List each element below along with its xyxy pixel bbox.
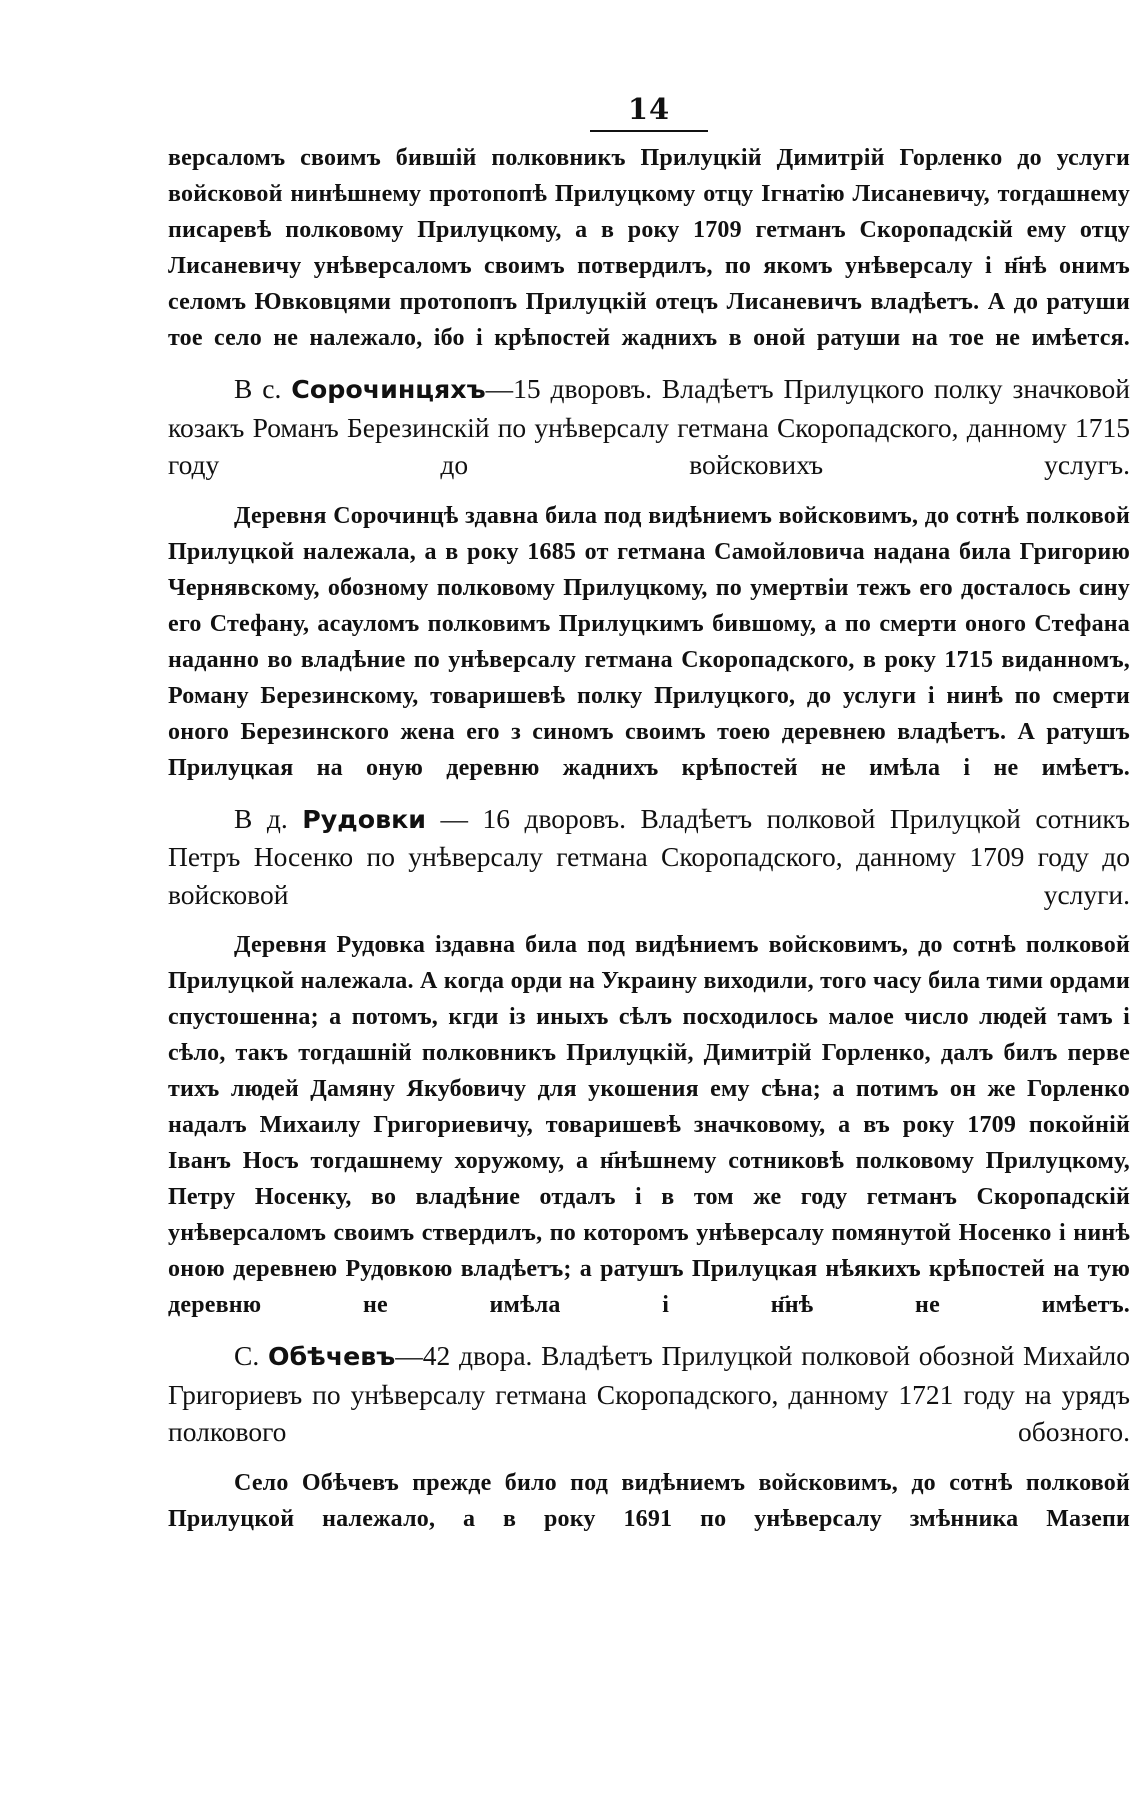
village-entry-rudovka: В д. Рудовки — 16 дворовъ. Владѣетъ полковой Прилуцкой сотникъ Петръ Носенко по унѣверсалу гетмана Скоропадского, данному 1709 году до войсковой услуги.	[168, 802, 1130, 910]
village-entry-obichev: С. Обѣчевъ—42 двора. Владѣетъ Прилуцкой полковой обозной Михайло Григориевъ по унѣверсалу гетмана Скоропадского, данному 1721 году на урядъ полкового обозного.	[168, 1340, 1131, 1447]
page	[168, 92, 1130, 1551]
page-number: 14	[168, 92, 1130, 132]
village-name: Сорочинцяхъ	[291, 375, 486, 404]
village-name: Рудовки	[302, 804, 426, 834]
paragraph-obichev-history: Село Обѣчевъ прежде било под видѣниемъ войсковимъ, до сотнѣ полковой Прилуцкой належало, а в року 1691 по унѣверсалу змѣнника Мазепи	[168, 1469, 1130, 1532]
paragraph-sorochyntsi-history: Деревня Сорочинцѣ здавна била под видѣниемъ войсковимъ, до сотнѣ полковой Прилуцкой належала, а в року 1685 от гетмана Самойловича надана била Григорию Чернявскому, обозному полковому Прилуцкому, по умертвіи тежъ его досталось сину его Стефану, асауломъ полковимъ Прилуцкимъ бившому, а по смерти оного Стефана наданно во владѣние по унѣверсалу гетмана Скоропадского, в року 1715 виданномъ, Роману Березинскому, товаришевѣ полку Прилуцкого, до услуги і нинѣ по смерти оного Березинского жена его з синомъ своимъ тоею деревнею владѣетъ. А ратушъ Прилуцкая на оную деревню жаднихъ крѣпостей не имѣла і не имѣетъ.	[168, 502, 1130, 781]
village-entry-sorochyntsi: В с. Сорочинцяхъ—15 дворовъ. Владѣетъ Прилуцкого полку значковой козакъ Романъ Березинскій по унѣверсалу гетмана Скоропадского, данному 1715 году до войсковихъ услугъ.	[168, 373, 1130, 480]
paragraph-continuation: версаломъ своимъ бившій полковникъ Прилуцкій Димитрій Горленко до услуги войсковой нинѣшнему протопопѣ Прилуцкому отцу Ігнатію Лисаневичу, тогдашнему писаревѣ полковому Прилуцкому, а в року 1709 гетманъ Скоропадскій ему отцу Лисаневичу унѣверсаломъ своимъ потвердилъ, по якомъ унѣверсалу і н҃нѣ онимъ селомъ Ювковцями протопопъ Прилуцкій отецъ Лисаневичъ владѣетъ. А до ратуши тое село не належало, ібо і крѣпостей жаднихъ в оной ратуши на тое не имѣется.	[168, 145, 1130, 351]
village-name: Обѣчевъ	[267, 1342, 396, 1371]
paragraph-rudovka-history: Деревня Рудовка іздавна била под видѣниемъ войсковимъ, до сотнѣ полковой Прилуцкой належала. А когда орди на Украину виходили, того часу била тими ордами спустошенна; а потомъ, кгди із иныхъ сѣлъ посходилось малое число людей тамъ і сѣло, такъ тогдашній полковникъ Прилуцкій, Димитрій Горленко, далъ билъ перве тихъ людей Дамяну Якубовичу для укошения ему сѣна; а потимъ он же Горленко надалъ Михаилу Григориевичу, товаришевѣ значковому, а въ року 1709 покойній Іванъ Носъ тогдашнему хоружому, а н҃нѣшнему сотниковѣ полковому Прилуцкому, Петру Носенку, во владѣние отдалъ і в том же году гетманъ Скоропадскій унѣверсаломъ своимъ ствердилъ, по которомъ унѣверсалу помянутой Носенко і нинѣ оною деревнею Рудовкою владѣетъ; а ратушъ Прилуцкая нѣякихъ крѣпостей на тую деревню не имѣла і н҃нѣ не имѣетъ.	[168, 932, 1130, 1318]
